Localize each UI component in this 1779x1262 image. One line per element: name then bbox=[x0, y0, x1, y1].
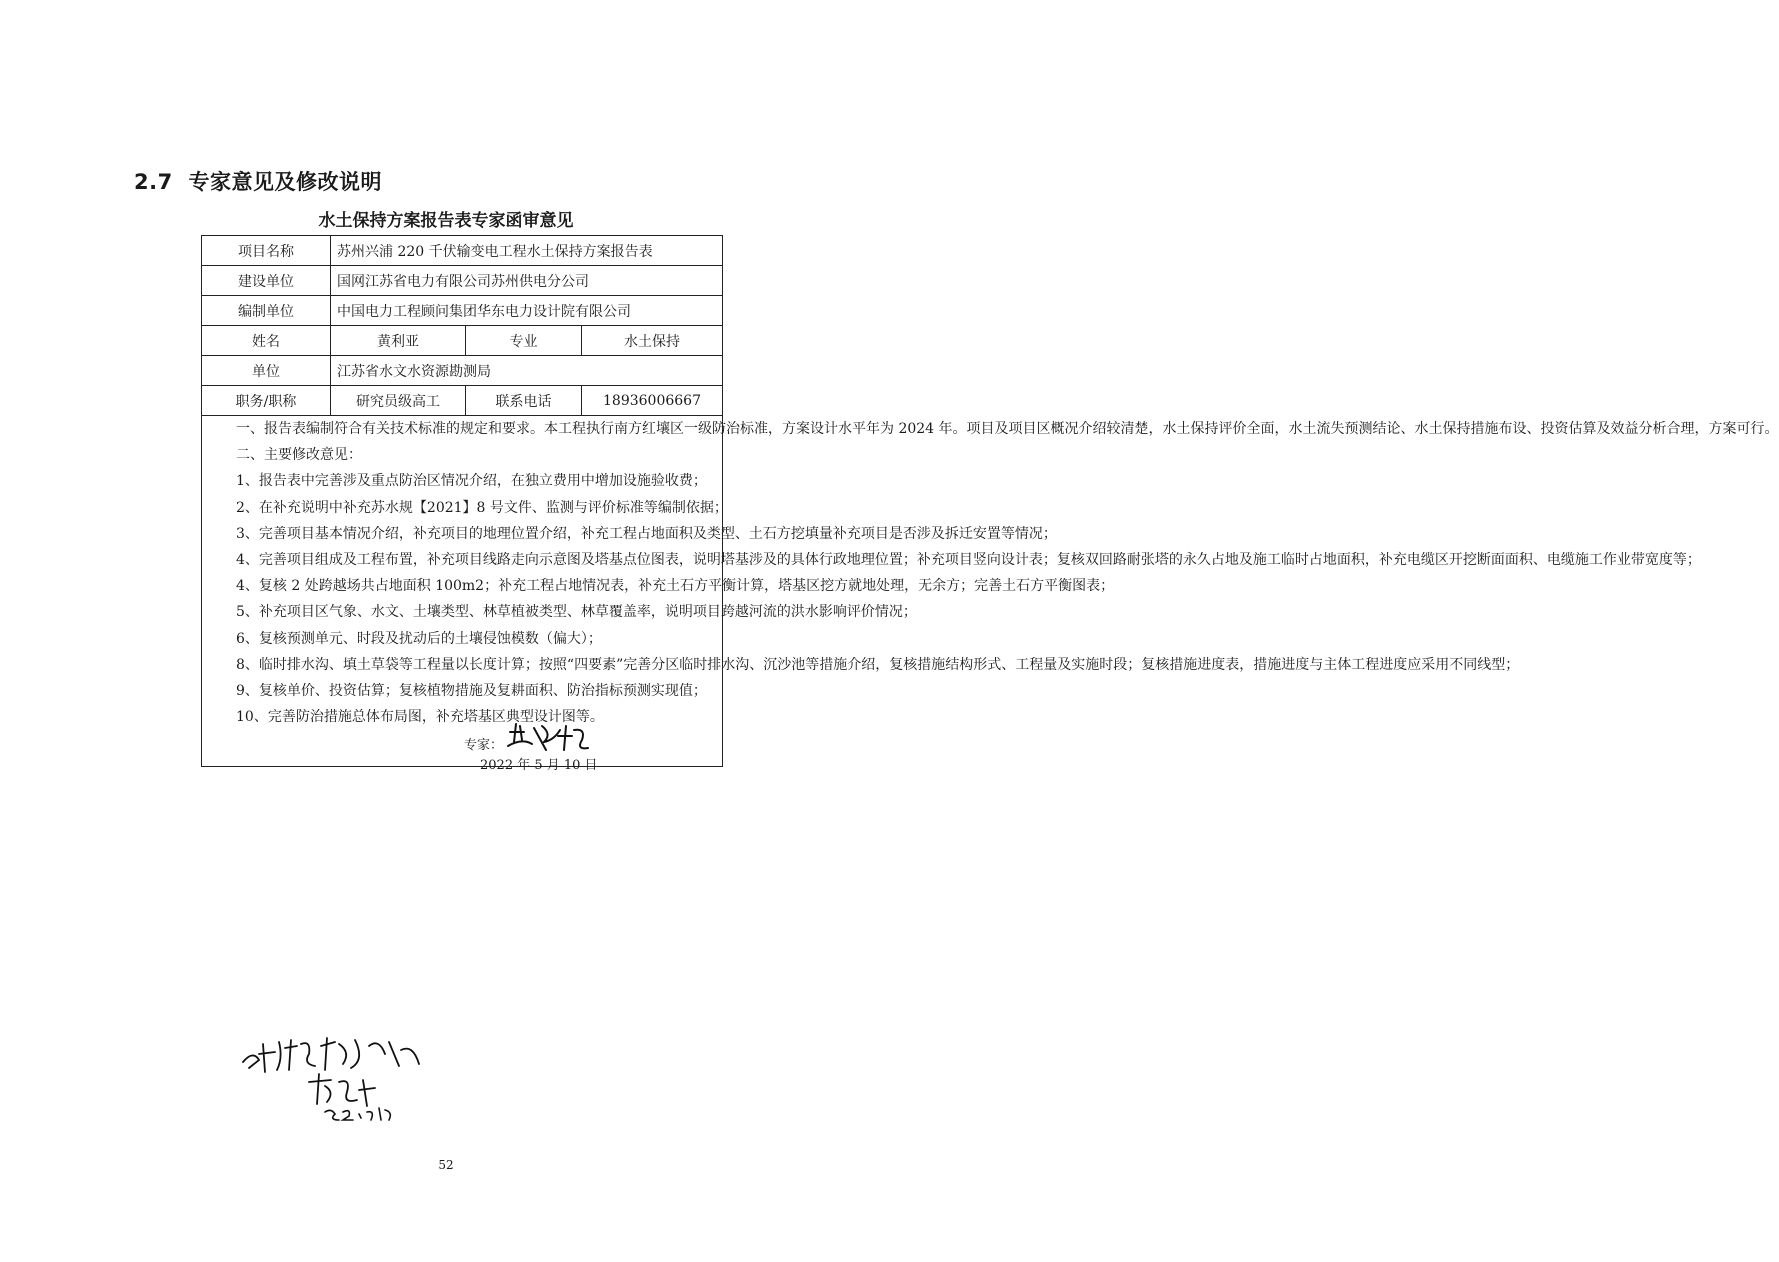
opinion-paragraph: 9、复核单价、投资估算；复核植物措施及复耕面积、防治指标预测实现值； bbox=[236, 683, 707, 700]
expert-signature bbox=[502, 720, 592, 756]
opinion-paragraph: 一、报告表编制符合有关技术标准的规定和要求。本工程执行南方红壤区一级防治标准，方案设计水平年为 2024 年。项目及项目区概况介绍较清楚，水土保持评价全面，水土流失预测结论、水土保持措施布设、投资估算及效益分析合理，方案可行。 bbox=[236, 421, 1779, 437]
table-title: 水土保持方案报告表专家函审意见 bbox=[318, 211, 574, 231]
row-position bbox=[202, 386, 723, 416]
opinions-cell bbox=[202, 416, 1779, 774]
compiler-value: 中国电力工程顾问集团华东电力设计院有限公司 bbox=[331, 296, 723, 326]
row-opinions bbox=[202, 416, 723, 767]
review-table bbox=[201, 235, 1779, 774]
handwritten-note bbox=[239, 1030, 429, 1129]
row-builder bbox=[202, 266, 723, 296]
row-name bbox=[202, 326, 723, 356]
compiler-label: 编制单位 bbox=[202, 296, 331, 326]
name-value: 黄利亚 bbox=[331, 326, 466, 356]
project-value: 苏州兴浦 220 千伏输变电工程水土保持方案报告表 bbox=[331, 236, 723, 266]
unit-value: 江苏省水文水资源勘测局 bbox=[331, 356, 723, 386]
phone-value: 18936006667 bbox=[582, 386, 723, 416]
field-value: 水土保持 bbox=[582, 326, 723, 356]
signature-date: 2022 年 5 月 10 日 bbox=[480, 758, 598, 774]
opinion-paragraph: 2、在补充说明中补充苏水规【2021】8 号文件、监测与评价标准等编制依据； bbox=[236, 499, 728, 516]
name-label: 姓名 bbox=[202, 326, 331, 356]
opinion-paragraph: 4、完善项目组成及工程布置，补充项目线路走向示意图及塔基点位图表，说明塔基涉及的具体行政地理位置；补充项目竖向设计表；复核双回路耐张塔的永久占地及施工临时占地面积，补充电缆区开挖断面面积、电缆施工作业带宽度等； bbox=[236, 552, 1701, 569]
handwritten-note-image bbox=[239, 1030, 429, 1125]
project-label: 项目名称 bbox=[202, 236, 331, 266]
opinion-paragraph: 5、补充项目区气象、水文、土壤类型、林草植被类型、林草覆盖率，说明项目跨越河流的洪水影响评价情况； bbox=[236, 604, 917, 621]
opinion-paragraph: 8、临时排水沟、填土草袋等工程量以长度计算；按照“四要素”完善分区临时排水沟、沉沙池等措施介绍，复核措施结构形式、工程量及实施时段；复核措施进度表，措施进度与主体工程进度应采用不同线型； bbox=[236, 656, 1520, 673]
opinion-paragraph: 1、报告表中完善涉及重点防治区情况介绍，在独立费用中增加设施验收费； bbox=[236, 473, 707, 490]
page-number: 52 bbox=[438, 1158, 454, 1172]
section-heading bbox=[134, 166, 382, 196]
position-value: 研究员级高工 bbox=[331, 386, 466, 416]
opinion-paragraph: 4、复核 2 处跨越场共占地面积 100m2；补充工程占地情况表，补充土石方平衡计算，塔基区挖方就地处理，无余方；完善土石方平衡图表； bbox=[236, 578, 1115, 595]
row-compiler bbox=[202, 296, 723, 326]
section-number: 2.7 bbox=[134, 170, 173, 194]
opinion-paragraph: 6、复核预测单元、时段及扰动后的土壤侵蚀模数（偏大）； bbox=[236, 630, 602, 647]
opinion-paragraph: 二、主要修改意见： bbox=[236, 447, 362, 464]
expert-label: 专家： bbox=[464, 738, 504, 754]
section-title: 专家意见及修改说明 bbox=[188, 170, 383, 194]
position-label: 职务/职称 bbox=[202, 386, 331, 416]
field-label: 专业 bbox=[466, 326, 582, 356]
unit-label: 单位 bbox=[202, 356, 331, 386]
builder-value: 国网江苏省电力有限公司苏州供电分公司 bbox=[331, 266, 723, 296]
phone-label: 联系电话 bbox=[466, 386, 582, 416]
opinion-paragraph: 3、完善项目基本情况介绍，补充项目的地理位置介绍，补充工程占地面积及类型、土石方挖填量补充项目是否涉及拆迁安置等情况； bbox=[236, 525, 1057, 542]
signature-block bbox=[464, 734, 716, 774]
row-project bbox=[202, 236, 723, 266]
row-unit bbox=[202, 356, 723, 386]
opinion-paragraph: 10、完善防治措施总体布局图，补充塔基区典型设计图等。 bbox=[236, 709, 604, 726]
builder-label: 建设单位 bbox=[202, 266, 331, 296]
